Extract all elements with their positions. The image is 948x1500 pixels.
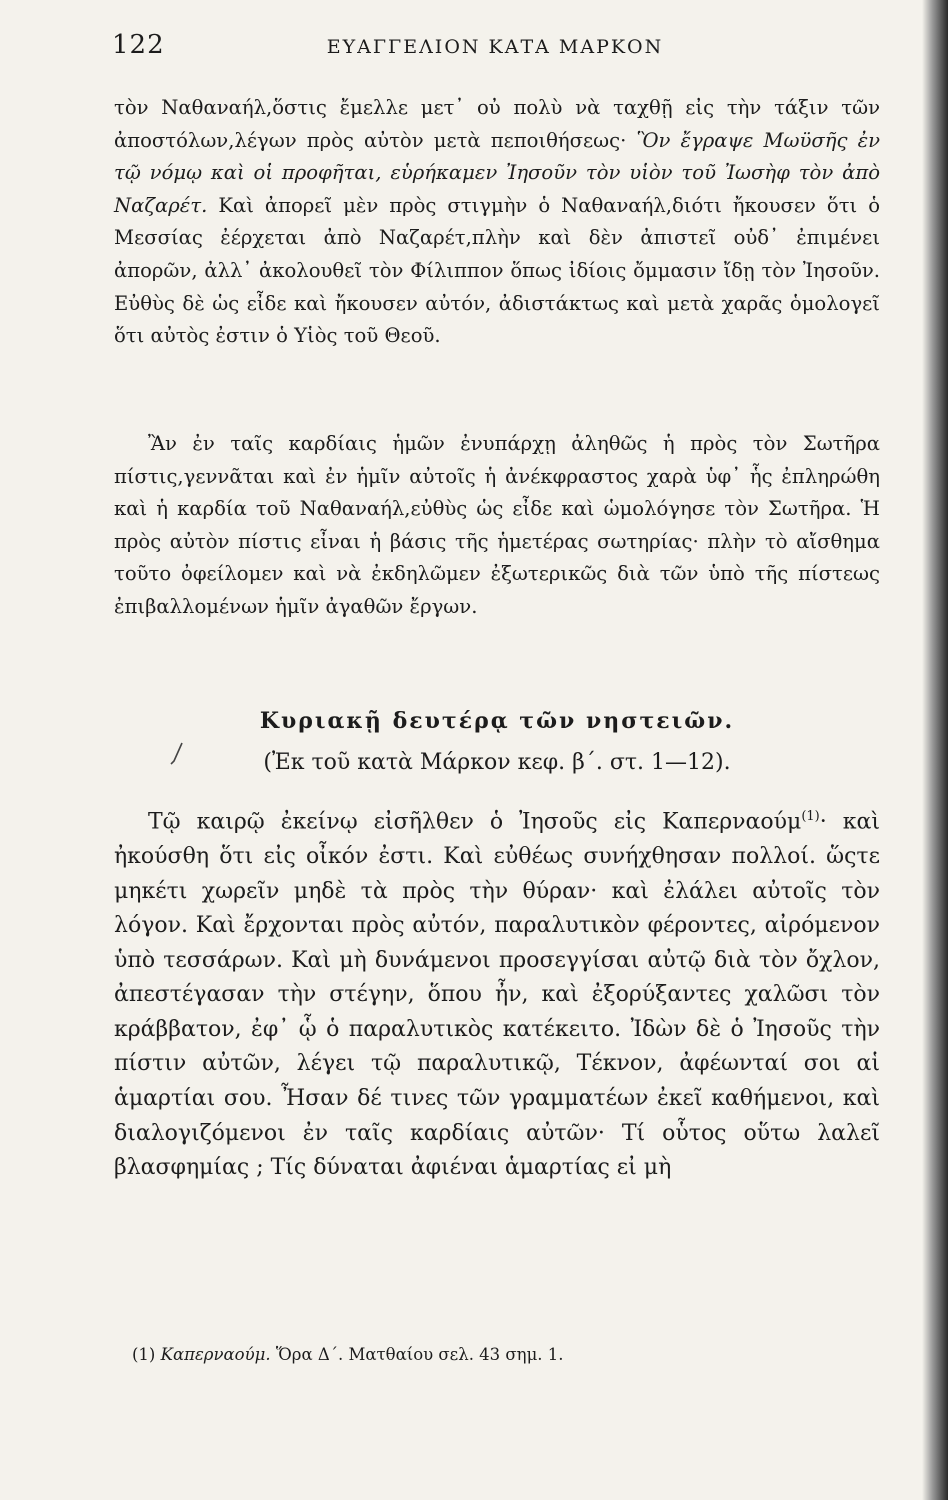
paragraph-gospel-reading (114, 800, 880, 1186)
paragraph-text: τὸν Ναθαναήλ,ὅστις ἔμελλε μετ᾽ οὐ πολὺ νὰ ταχθῇ εἰς τὴν τάξιν τῶν ἀποστόλων,λέγων πρὸς αὐτὸν μετὰ πεποιθήσεως· (114, 96, 880, 152)
book-spine-shadow (922, 0, 948, 1500)
paragraph-text: · καὶ ἠκούσθη ὅτι εἰς οἶκόν ἐστι. Καὶ εὐθέως συνήχθησαν πολλοί. ὥςτε μηκέτι χωρεῖν μηδὲ τὰ πρὸς τὴν θύραν· καὶ ἐλάλει αὐτοῖς τὸν λόγον. Καὶ ἔρχονται πρὸς αὐτόν, παραλυτικὸν φέροντες, αἰρόμενον ὑπὸ τεσσάρων. Καὶ μὴ δυνάμενοι προσεγγίσαι αὐτῷ διὰ τὸν ὄχλον, ἀπεστέγασαν τὴν στέγην, ὅπου ἦν, καὶ ἐξορύξαντες χαλῶσι τὸν κράββατον, ἐφ᾽ ᾧ ὁ παραλυτικὸς κατέκειτο. Ἰδὼν δὲ ὁ Ἰησοῦς τὴν πίστιν αὐτῶν, λέγει τῷ παραλυτικῷ, Τέκνον, ἀφέωνταί σοι αἱ ἁμαρτίαι σου. Ἦσαν δέ τινες τῶν γραμματέων ἐκεῖ καθήμενοι, καὶ διαλογιζόμενοι ἐν ταῖς καρδίαις αὐτῶν· Τί οὗτος οὕτω λαλεῖ βλασφημίας ; Τίς δύναται ἀφιέναι ἁμαρτίας εἰ μὴ (114, 809, 881, 1181)
footnote-term: Καπερναούμ. (160, 1345, 271, 1364)
footnote-text: Ὅρα Δ΄. Ματθαίου σελ. 43 σημ. 1. (270, 1345, 564, 1364)
paragraph-text: Καὶ ἀπορεῖ μὲν πρὸς στιγμὴν ὁ Ναθαναήλ,διότι ἤκουσεν ὅτι ὁ Μεσσίας ἐέρχεται ἀπὸ Ναζαρέτ,πλὴν καὶ δὲν ἀπιστεῖ οὐδ᾽ ἐπιμένει ἀπορῶν, ἀλλ᾽ ἀκολουθεῖ τὸν Φίλιππον ὅπως ἰδίοις ὄμμασιν ἴδῃ τὸν Ἰησοῦν. Εὐθὺς δὲ ὡς εἶδε καὶ ἤκουσεν αὐτόν, ἀδιστάκτως καὶ μετὰ χαρᾶς ὁμολογεῖ ὅτι αὐτὸς ἐστιν ὁ Υἱὸς τοῦ Θεοῦ. (114, 193, 880, 348)
footnote-number: (1) (132, 1345, 156, 1364)
section-heading: Κυριακῇ δευτέρᾳ τῶν νηστειῶν. (259, 708, 735, 734)
paragraph-faith (114, 428, 880, 624)
paragraph-text: Τῷ καιρῷ ἐκείνῳ εἰσῆλθεν ὁ Ἰησοῦς εἰς Καπερναούμ (148, 809, 802, 835)
gospel-reference: (Ἐκ τοῦ κατὰ Μάρκον κεφ. β΄. στ. 1—12). (263, 750, 731, 775)
footnote (132, 1343, 880, 1367)
running-title: ΕΥΑΓΓΕΛΙΟΝ ΚΑΤΑ ΜΑΡΚΟΝ (326, 36, 664, 58)
page-number: 122 (112, 30, 165, 60)
page-header (112, 30, 878, 66)
scripture-quote: Ὃν ἔγραψε Μωϋσῆς ἐν τῷ νόμῳ καὶ οἱ προφῆται, εὑρήκαμεν Ἰησοῦν τὸν υἱὸν τοῦ Ἰωσὴφ τὸν ἀπὸ Ναζαρέτ. (114, 128, 881, 217)
paragraph-text: Ἂν ἐν ταῖς καρδίαις ἡμῶν ἐνυπάρχῃ ἀληθῶς ἡ πρὸς τὸν Σωτῆρα πίστις,γεννᾶται καὶ ἐν ἡμῖν αὐτοῖς ἡ ἀνέκφραστος χαρὰ ὑφ᾽ ἧς ἐπληρώθη καὶ ἡ καρδία τοῦ Ναθαναήλ,εὐθὺς ὡς εἶδε καὶ ὡμολόγησε τὸν Σωτῆρα. Ἡ πρὸς αὐτὸν πίστις εἶναι ἡ βάσις τῆς ἡμετέρας σωτηρίας· πλὴν τὸ αἴσθημα τοῦτο ὀφείλομεν καὶ νὰ ἐκδηλῶμεν ἐξωτερικῶς διὰ τῶν ὑπὸ τῆς πίστεως ἐπιβαλλομένων ἡμῖν ἀγαθῶν ἔργων. (114, 432, 880, 618)
footnote-marker: (1) (801, 809, 820, 824)
paragraph-nathanael (114, 92, 880, 353)
